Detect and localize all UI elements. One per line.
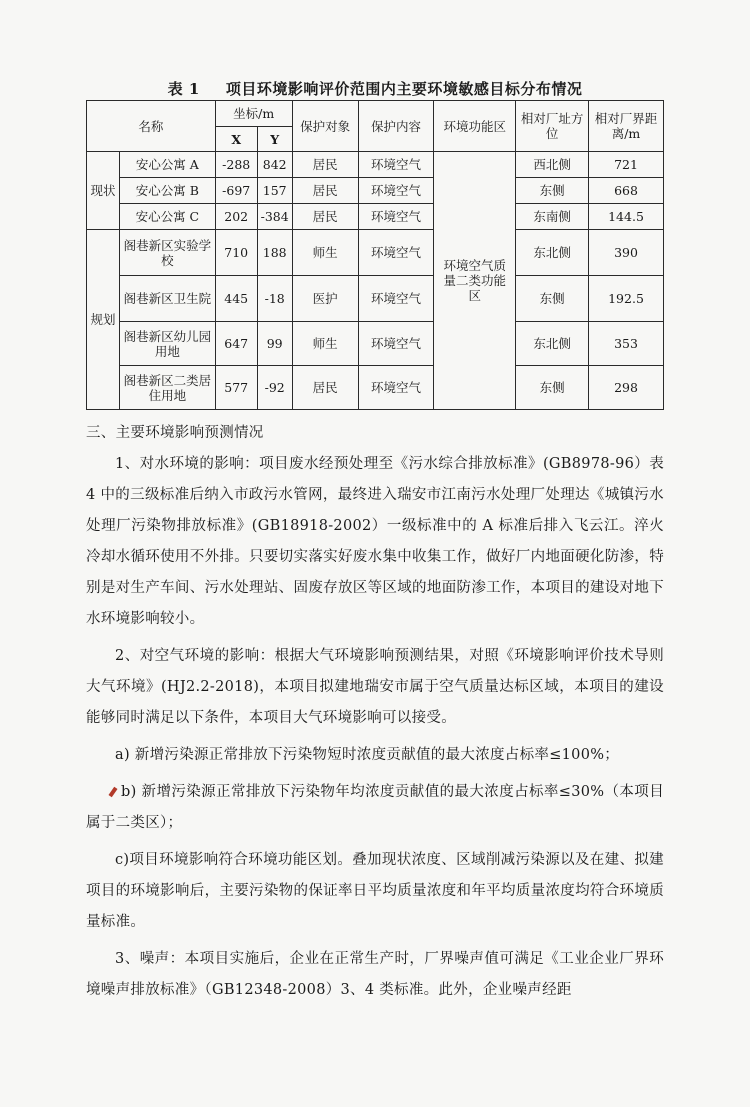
row-name: 安心公寓 C [119,204,215,230]
row-content: 环境空气 [358,152,434,178]
table-title: 项目环境影响评价范围内主要环境敏感目标分布情况 [225,80,583,98]
table-row [87,178,664,204]
paragraph-condition-b: b) 新增污染源正常排放下污染物年均浓度贡献值的最大浓度占标率≤30%（本项目属于二类区）； [86,784,664,831]
document-body [86,418,664,1006]
header-coord: 坐标/m [215,101,292,127]
row-y: 842 [257,152,292,178]
row-target: 居民 [292,152,358,178]
row-x: 202 [215,204,257,230]
row-distance: 353 [589,322,664,366]
row-distance: 144.5 [589,204,664,230]
paragraph-noise: 3、噪声：本项目实施后，企业在正常生产时，厂界噪声值可满足《工业企业厂界环境噪声排放标准》（GB12348-2008）3、4 类标准。此外，企业噪声经距 [86,951,664,998]
section-heading: 三、主要环境影响预测情况 [86,425,264,441]
row-name: 安心公寓 A [119,152,215,178]
row-direction: 东侧 [516,178,589,204]
table-row [87,152,664,178]
row-name: 阁巷新区卫生院 [119,276,215,322]
sensitive-targets-table [86,100,664,410]
row-direction: 东北侧 [516,230,589,276]
header-zone: 环境功能区 [434,101,516,152]
table-row [87,204,664,230]
header-content: 保护内容 [358,101,434,152]
row-target: 师生 [292,322,358,366]
row-y: -92 [257,366,292,410]
row-y: -18 [257,276,292,322]
row-target: 医护 [292,276,358,322]
header-row [87,101,664,127]
row-content: 环境空气 [358,276,434,322]
table-row [87,230,664,276]
row-content: 环境空气 [358,204,434,230]
row-name: 阁巷新区幼儿园用地 [119,322,215,366]
paragraph-condition-c: c)项目环境影响符合环境功能区划。叠加现状浓度、区域削减污染源以及在建、拟建项目的环境影响后，主要污染物的保证率日平均质量浓度和年平均质量浓度均符合环境质量标准。 [86,852,664,930]
group-current: 现状 [87,152,120,230]
row-x: 710 [215,230,257,276]
paragraph-condition-b-wrap [86,777,664,839]
header-y: Y [257,127,292,152]
row-x: 647 [215,322,257,366]
row-y: 157 [257,178,292,204]
row-x: -288 [215,152,257,178]
row-distance: 192.5 [589,276,664,322]
row-direction: 东北侧 [516,322,589,366]
table-row [87,366,664,410]
header-name: 名称 [87,101,216,152]
row-x: 445 [215,276,257,322]
table-row [87,276,664,322]
row-distance: 668 [589,178,664,204]
table-number: 表 1 [167,80,200,98]
row-target: 居民 [292,204,358,230]
zone-cell: 环境空气质量二类功能区 [434,152,516,410]
row-content: 环境空气 [358,230,434,276]
row-x: -697 [215,178,257,204]
row-y: -384 [257,204,292,230]
row-content: 环境空气 [358,366,434,410]
row-target: 师生 [292,230,358,276]
row-target: 居民 [292,366,358,410]
row-y: 188 [257,230,292,276]
row-name: 阁巷新区二类居住用地 [119,366,215,410]
row-content: 环境空气 [358,322,434,366]
row-direction: 东南侧 [516,204,589,230]
row-direction: 西北侧 [516,152,589,178]
paragraph-air: 2、对空气环境的影响：根据大气环境影响预测结果，对照《环境影响评价技术导则 大气环境》(HJ2.2-2018)，本项目拟建地瑞安市属于空气质量达标区域，本项目的建设能够同时满足以下条件，本项目大气环境影响可以接受。 [86,648,664,726]
header-distance: 相对厂界距离/m [589,101,664,152]
row-distance: 721 [589,152,664,178]
group-planned: 规划 [87,230,120,410]
row-name: 安心公寓 B [119,178,215,204]
paragraph-water: 1、对水环境的影响：项目废水经预处理至《污水综合排放标准》(GB8978-96）表 4 中的三级标准后纳入市政污水管网，最终进入瑞安市江南污水处理厂处理达《城镇污水处理厂污染物排放标准》(GB18918-2002）一级标准中的 A 标准后排入飞云江。淬火冷却水循环使用不外排。只要切实落实好废水集中收集工作，做好厂内地面硬化防渗，特别是对生产车间、污水处理站、固废存放区等区域的地面防渗工作，本项目的建设对地下水环境影响较小。 [86,456,664,627]
row-distance: 390 [589,230,664,276]
paragraph-condition-a: a) 新增污染源正常排放下污染物短时浓度贡献值的最大浓度占标率≤100%； [115,747,620,763]
row-direction: 东侧 [516,366,589,410]
row-content: 环境空气 [358,178,434,204]
header-direction: 相对厂址方位 [516,101,589,152]
row-name: 阁巷新区实验学校 [119,230,215,276]
pen-mark-icon [108,787,117,797]
row-direction: 东侧 [516,276,589,322]
header-x: X [215,127,257,152]
table-row [87,322,664,366]
table-caption [0,78,750,99]
row-target: 居民 [292,178,358,204]
row-distance: 298 [589,366,664,410]
row-x: 577 [215,366,257,410]
header-target: 保护对象 [292,101,358,152]
row-y: 99 [257,322,292,366]
